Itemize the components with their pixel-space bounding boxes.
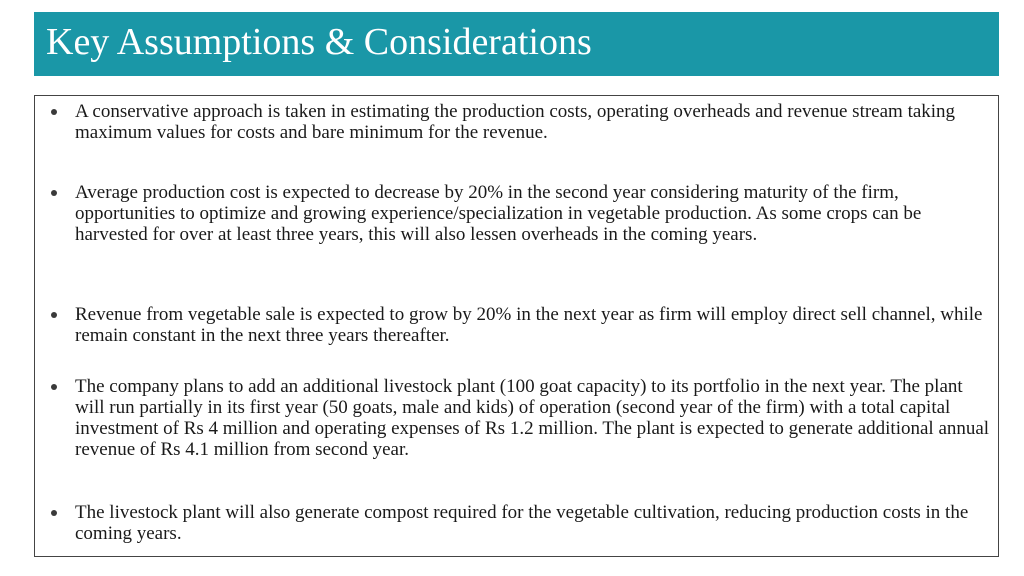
bullet-text: The company plans to add an additional livestock plant (100 goat capacity) to its portfolio in the next year. The plant will run partially in its first year (50 goats, male and kids) of operation (second year of the firm) with a total capital investment of Rs 4 million and operating expenses of Rs 1.2 million. The plant is expected to generate additional annual revenue of Rs 4.1 million from second year. [75,376,990,460]
slide-title: Key Assumptions & Considerations [46,21,592,63]
bullet-dot-icon [51,190,57,196]
content-box [34,95,999,557]
bullet-dot-icon [51,312,57,318]
bullet-dot-icon [51,510,57,516]
bullet-dot-icon [51,384,57,390]
bullet-text: The livestock plant will also generate compost required for the vegetable cultivation, reducing production costs in the coming years. [75,502,969,544]
bullet-dot-icon [51,109,57,115]
bullet-text: Revenue from vegetable sale is expected to grow by 20% in the next year as firm will employ direct sell channel, while remain constant in the next three years thereafter. [75,304,983,346]
bullet-text: Average production cost is expected to decrease by 20% in the second year considering maturity of the firm, opportunities to optimize and growing experience/specialization in vegetable production. As some crops can be harvested for over at least three years, this will also lessen overheads in the coming years. [75,182,922,245]
title-bar [34,12,999,76]
bullet-text: A conservative approach is taken in estimating the production costs, operating overheads and revenue stream taking maximum values for costs and bare minimum for the revenue. [75,101,956,143]
